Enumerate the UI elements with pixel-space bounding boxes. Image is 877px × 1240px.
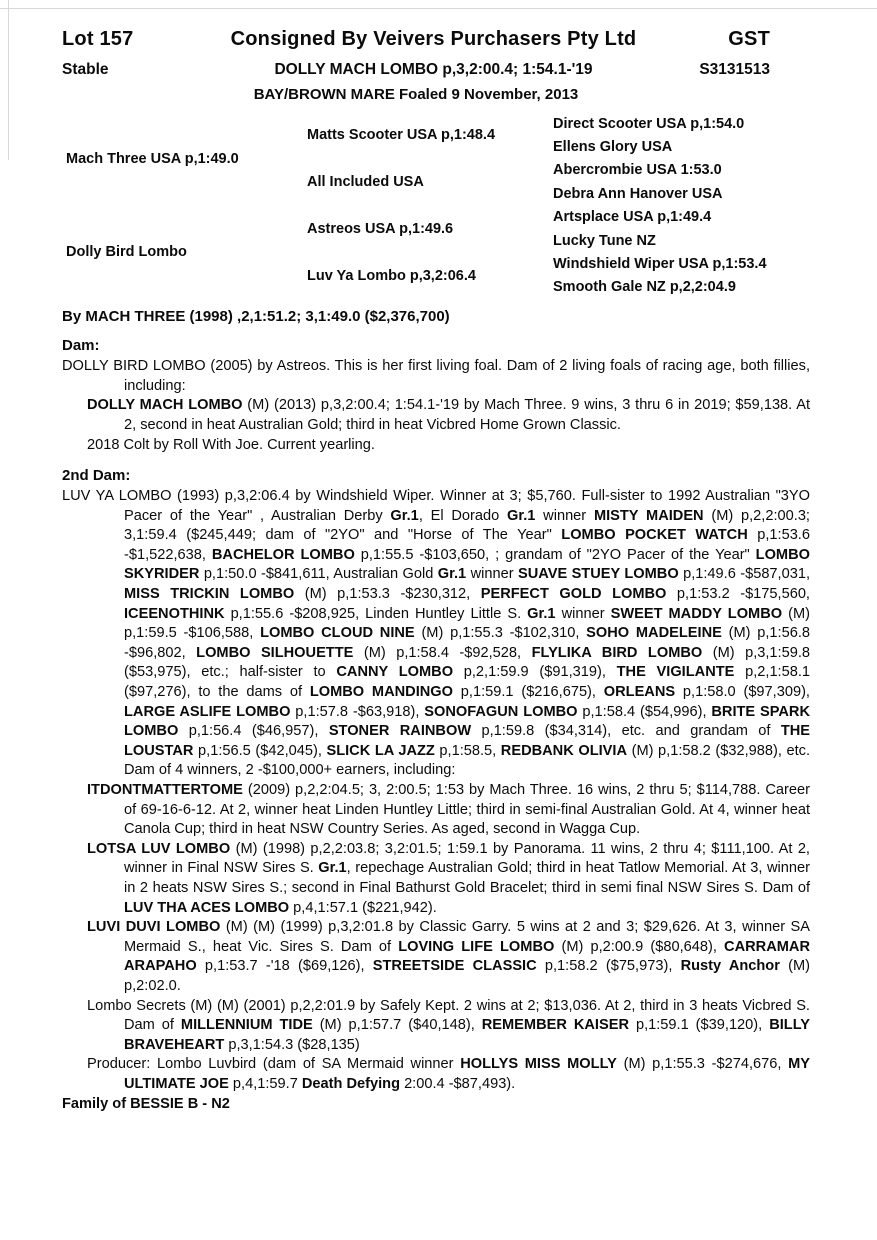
pedigree-paragraph: Lombo Secrets (M) (M) (2001) p,2,2:01.9 by Safely Kept. 2 wins at 2; $13,036. At 2, third in 3 heats Vicbred S. Dam of MILLENNIUM TIDE (M) p,1:57.7 ($40,148), REMEMBER KAISER p,1:59.1 ($39,120), BILLY BRAVEHEART p,3,1:54.3 ($28,135)	[87, 997, 811, 1053]
pedigree-paragraph: DOLLY BIRD LOMBO (2005) by Astreos. This is her first living foal. Dam of 2 living foals of racing age, both fillies, including:	[62, 358, 810, 394]
pedigree-paragraph: 2018 Colt by Roll With Joe. Current yearling.	[87, 436, 375, 453]
gst-label: GST	[728, 28, 770, 50]
header-row-2	[62, 61, 770, 79]
pedigree-paragraph: LUVI DUVI LOMBO (M) (M) (1999) p,3,2:01.8 by Classic Garry. 5 wins at 2 and 3; $29,626. At 3, winner SA Mermaid S., heat Vic. Sires S. Dam of LOVING LIFE LOMBO (M) p,2:00.9 ($80,648), CARRAMAR ARAPAHO p,1:53.7 -'18 ($69,126), STREETSIDE CLASSIC p,1:58.2 ($75,973), Rusty Anchor (M) p,2:02.0.	[87, 919, 811, 994]
pedigree-paragraph: LOTSA LUV LOMBO (M) (1998) p,2,2:03.8; 3,2:01.5; 1:59.1 by Panorama. 11 wins, 2 thru 4; $111,100. At 2, winner in Final NSW Sires S. Gr.1, repechage Australian Gold; third in heat Tatlow Memorial. At 3, winner in 2 heats NSW Sires S.; second in Final Bathurst Gold Bracelet; third in semi final NSW Sires S. Dam of LUV THA ACES LOMBO p,4,1:57.1 ($221,942).	[87, 840, 810, 916]
section-heading: 2nd Dam:	[62, 467, 131, 485]
sire-line: By MACH THREE (1998) ,2,1:51.2; 3,1:49.0 ($2,376,700)	[62, 308, 450, 326]
pedigree-entry: Windshield Wiper USA p,1:53.4	[553, 256, 767, 273]
stable-label: Stable	[62, 61, 109, 78]
pedigree-paragraph: DOLLY MACH LOMBO (M) (2013) p,3,2:00.4; 1:54.1-'19 by Mach Three. 9 wins, 3 thru 6 in 2019; $59,138. At 2, second in heat Australian Gold; third in heat Vicbred Home Grown Classic.	[87, 397, 810, 433]
pedigree-entry-sire: Mach Three USA p,1:49.0	[66, 150, 239, 167]
pedigree-entry: Astreos USA p,1:49.6	[307, 220, 454, 237]
pedigree-entry: Smooth Gale NZ p,2,2:04.9	[553, 279, 736, 296]
horse-name-line: DOLLY MACH LOMBO p,3,2:00.4; 1:54.1-'19	[274, 61, 593, 78]
pedigree-table	[62, 112, 810, 299]
pedigree-text-sections	[62, 337, 810, 1094]
scan-edge-artifact	[0, 8, 877, 9]
lot-number: Lot 157	[62, 28, 134, 50]
pedigree-entry-dam: Dolly Bird Lombo	[66, 244, 187, 261]
pedigree-entry: Luv Ya Lombo p,3,2:06.4	[307, 267, 476, 284]
header-row-1	[62, 28, 770, 51]
pedigree-paragraph: LUV YA LOMBO (1993) p,3,2:06.4 by Windshield Wiper. Winner at 3; $5,760. Full-sister to 1992 Australian "3YO Pacer of the Year" , Australian Derby Gr.1, El Dorado Gr.1 winner MISTY MAIDEN (M) p,2,2:00.3; 3,1:59.4 ($245,449; dam of "2YO" and "Horse of The Year" LOMBO POCKET WATCH p,1:53.6 -$1,522,638, BACHELOR LOMBO p,1:55.5 -$103,650, ; grandam of "2YO Pacer of the Year" LOMBO SKYRIDER p,1:50.0 -$841,611, Australian Gold Gr.1 winner SUAVE STUEY LOMBO p,1:49.6 -$587,031, MISS TRICKIN LOMBO (M) p,1:53.3 -$230,312, PERFECT GOLD LOMBO p,1:53.2 -$175,560, ICEENOTHINK p,1:55.6 -$208,925, Linden Huntley Little S. Gr.1 winner SWEET MADDY LOMBO (M) p,1:59.5 -$106,588, LOMBO CLOUD NINE (M) p,1:55.3 -$102,310, SOHO MADELEINE (M) p,1:56.8 -$96,802, LOMBO SILHOUETTE (M) p,1:58.4 -$92,528, FLYLIKA BIRD LOMBO (M) p,3,1:59.8 ($53,975), etc.; half-sister to CANNY LOMBO p,2,1:59.9 ($91,319), THE VIGILANTE p,2,1:58.1 ($97,276), to the dams of LOMBO MANDINGO p,1:59.1 ($216,675), ORLEANS p,1:58.0 ($97,309), LARGE ASLIFE LOMBO p,1:57.8 -$63,918), SONOFAGUN LOMBO p,1:58.4 ($54,996), BRITE SPARK LOMBO p,1:56.4 ($46,957), STONER RAINBOW p,1:59.8 ($34,314), etc. and grandam of THE LOUSTAR p,1:56.5 ($42,045), SLICK LA JAZZ p,1:58.5, REDBANK OLIVIA (M) p,1:58.2 ($32,988), etc. Dam of 4 winners, 2 -$100,000+ earners, including:	[62, 488, 811, 779]
family-line: Family of BESSIE B - N2	[62, 1095, 230, 1112]
reg-number: S3131513	[699, 61, 770, 78]
foaled-line: BAY/BROWN MARE Foaled 9 November, 2013	[253, 86, 579, 103]
consignor-title: Consigned By Veivers Purchasers Pty Ltd	[230, 28, 637, 50]
section-heading: Dam:	[62, 337, 100, 355]
pedigree-entry: Lucky Tune NZ	[553, 232, 656, 249]
pedigree-entry: Direct Scooter USA p,1:54.0	[553, 115, 745, 132]
pedigree-paragraph: Producer: Lombo Luvbird (dam of SA Mermaid winner HOLLYS MISS MOLLY (M) p,1:55.3 -$274,676, MY ULTIMATE JOE p,4,1:59.7 Death Defying 2:00.4 -$87,493).	[87, 1056, 810, 1092]
scan-edge-artifact	[8, 0, 9, 160]
pedigree-entry: Matts Scooter USA p,1:48.4	[307, 127, 496, 144]
pedigree-entry: Ellens Glory USA	[553, 139, 673, 156]
catalogue-page	[62, 28, 810, 1114]
pedigree-entry: Debra Ann Hanover USA	[553, 185, 723, 202]
pedigree-entry: All Included USA	[307, 174, 424, 191]
pedigree-paragraph: ITDONTMATTERTOME (2009) p,2,2:04.5; 3, 2:00.5; 1:53 by Mach Three. 16 wins, 2 thru 5; $114,788. Career of 69-16-6-12. At 2, winner heat Linden Huntley Little; third in semi-final Australian Gold. At 4, winner heat Canola Cup; third in heat NSW Country Series. As aged, second in Wagga Cup.	[87, 782, 810, 838]
pedigree-entry: Artsplace USA p,1:49.4	[553, 209, 712, 226]
pedigree-entry: Abercrombie USA 1:53.0	[553, 162, 722, 179]
